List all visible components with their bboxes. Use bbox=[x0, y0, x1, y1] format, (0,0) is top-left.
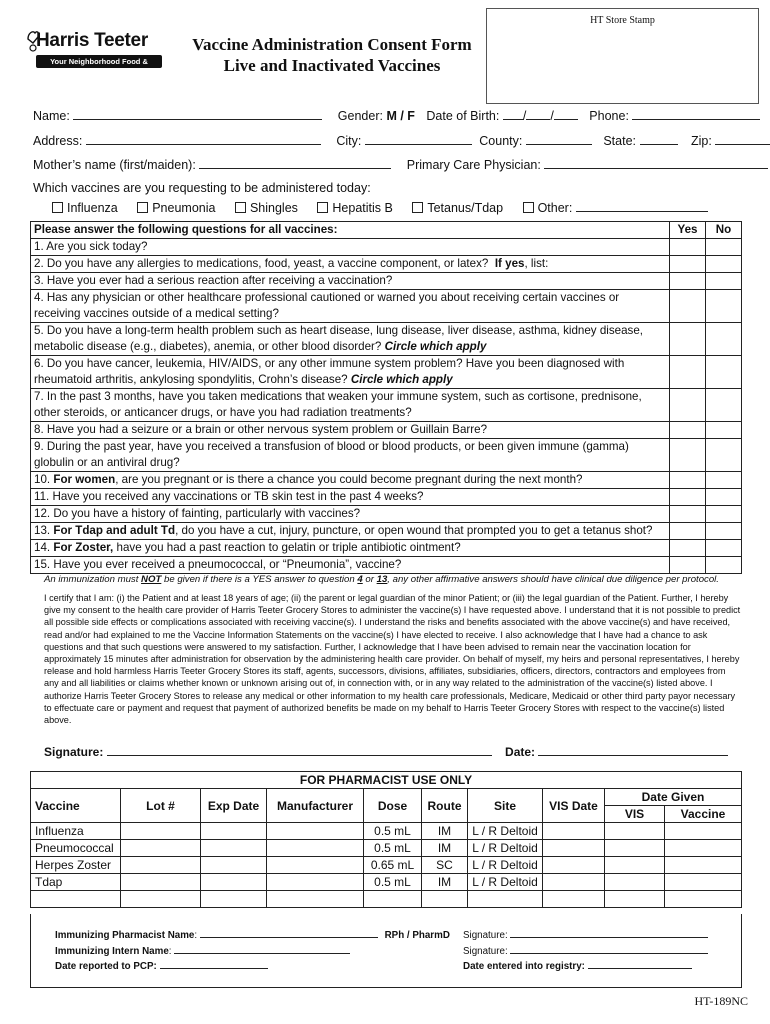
answer-no[interactable] bbox=[706, 472, 742, 489]
store-stamp-label: HT Store Stamp bbox=[590, 15, 655, 26]
vis-date-cell[interactable] bbox=[543, 874, 605, 891]
address-label: Address: bbox=[33, 134, 83, 148]
route-cell: SC bbox=[422, 857, 468, 874]
pharmacist-use-table bbox=[30, 771, 742, 908]
table-row bbox=[31, 290, 742, 323]
store-stamp-box bbox=[486, 8, 759, 104]
checkbox[interactable] bbox=[317, 202, 328, 213]
questions-header: Please answer the following questions for all vaccines: bbox=[31, 222, 670, 239]
form-title-line2: Live and Inactivated Vaccines bbox=[223, 56, 441, 75]
dob-month-field[interactable] bbox=[503, 108, 523, 120]
exp-date-cell[interactable] bbox=[201, 891, 267, 908]
other-vaccine-field[interactable] bbox=[576, 200, 708, 212]
col-exp-date: Exp Date bbox=[201, 789, 267, 823]
col-date-given-vaccine: Vaccine bbox=[665, 806, 742, 823]
manufacturer-cell[interactable] bbox=[267, 840, 364, 857]
answer-yes[interactable] bbox=[670, 489, 706, 506]
table-header-row bbox=[31, 222, 742, 239]
checkbox[interactable] bbox=[235, 202, 246, 213]
exp-date-cell[interactable] bbox=[201, 840, 267, 857]
question-3: 3. Have you ever had a serious reaction after receiving a vaccination? bbox=[31, 273, 670, 290]
dob-day-field[interactable] bbox=[526, 108, 550, 120]
answer-no[interactable] bbox=[706, 489, 742, 506]
gender-label: Gender: bbox=[337, 109, 383, 123]
manufacturer-cell[interactable] bbox=[267, 874, 364, 891]
table-row bbox=[31, 239, 742, 256]
manufacturer-cell[interactable] bbox=[267, 857, 364, 874]
certification-text: I certify that I am: (i) the Patient and at least 18 years of age; (ii) the parent or legal guardian of the minor Patient; or (iii) the legal guardian of the Patient. Further, I hereby give my consent to the health care provider of Harris Teeter Grocery Stores to administer the vaccine(s) I have requested above. I understand that it is not possible to predict all possible side effects or complications associated with receiving vaccine(s). I understand the risks and benefits associated with the above vaccine(s) and have received, read and/or had explained to me the Vaccine Information Statements on the vaccine(s) I have elected to receive. I also acknowledge that I have had a chance to ask questions and that such questions were answered to my satisfaction. Further, I acknowledge that I have been advised to remain near the vaccination location for approximately 15 minutes after administration for observation by the administering health care provider. On behalf of myself, my heirs and personal representatives, I hereby release and hold harmless Harris Teeter Grocery Stores its staff, agents, successors, divisions, affiliates, subsidiaries, officers, directors, contractors and employees from any and all liabilities or claims whether known or unknown arising out of, in connection with, or in any way related to the administration of the vaccine(s) listed above. I authorize Harris Teeter Grocery Stores to release any medical or other information to my health care professionals, Medicare, Medicaid or other third party payor necessary to effectuate care or payment and request that payment of authorized benefits be made on my behalf to Harris Teeter Grocery Stores with respect to the vaccine(s) listed above. bbox=[44, 593, 741, 726]
col-dose: Dose bbox=[364, 789, 422, 823]
site-cell: L / R Deltoid bbox=[468, 874, 543, 891]
option-hepatitis-b[interactable]: Hepatitis B bbox=[317, 201, 392, 215]
dose-cell[interactable] bbox=[364, 891, 422, 908]
date-given-vaccine-cell[interactable] bbox=[665, 823, 742, 840]
checkbox[interactable] bbox=[412, 202, 423, 213]
answer-no[interactable] bbox=[706, 323, 742, 356]
answer-yes[interactable] bbox=[670, 540, 706, 557]
answer-yes[interactable] bbox=[670, 323, 706, 356]
lot-cell[interactable] bbox=[121, 874, 201, 891]
county-label: County: bbox=[479, 134, 523, 148]
mother-name-field[interactable] bbox=[199, 157, 391, 169]
phone-field[interactable] bbox=[632, 108, 760, 120]
registry-field[interactable] bbox=[588, 959, 692, 969]
col-date-given: Date Given bbox=[605, 789, 742, 806]
lot-cell[interactable] bbox=[121, 823, 201, 840]
checkbox[interactable] bbox=[52, 202, 63, 213]
answer-yes[interactable] bbox=[670, 422, 706, 439]
date-given-vaccine-cell[interactable] bbox=[665, 840, 742, 857]
pharmacist-signature-row: Signature: bbox=[463, 928, 708, 941]
vaccine-cell: Pneumococcal bbox=[31, 840, 121, 857]
date-field[interactable] bbox=[538, 744, 728, 756]
date-given-vis-cell[interactable] bbox=[605, 823, 665, 840]
date-given-vis-cell[interactable] bbox=[605, 891, 665, 908]
col-date-given-vis: VIS bbox=[605, 806, 665, 823]
vaccine-cell: Tdap bbox=[31, 874, 121, 891]
answer-no[interactable] bbox=[706, 273, 742, 290]
table-row bbox=[31, 874, 742, 891]
option-tetanus-tdap[interactable]: Tetanus/Tdap bbox=[412, 201, 503, 215]
manufacturer-cell[interactable] bbox=[267, 891, 364, 908]
option-influenza[interactable]: Influenza bbox=[52, 201, 118, 215]
gender-options[interactable]: M / F bbox=[386, 109, 415, 123]
answer-yes[interactable] bbox=[670, 356, 706, 389]
name-field[interactable] bbox=[73, 108, 322, 120]
form-title-line1: Vaccine Administration Consent Form bbox=[192, 35, 472, 54]
mother-name-label: Mother’s name (first/maiden): bbox=[33, 158, 196, 172]
pcp-field[interactable] bbox=[544, 157, 768, 169]
question-1: 1. Are you sick today? bbox=[31, 239, 670, 256]
manufacturer-cell[interactable] bbox=[267, 823, 364, 840]
county-field[interactable] bbox=[526, 133, 592, 145]
site-cell: L / R Deltoid bbox=[468, 857, 543, 874]
immunization-warning: An immunization must NOT be given if there is a YES answer to question 4 or 13, any other affirmative answers should have clinical due diligence per protocol. bbox=[44, 574, 719, 585]
answer-no[interactable] bbox=[706, 506, 742, 523]
date-label: Date: bbox=[505, 745, 536, 759]
state-label: State: bbox=[603, 134, 637, 148]
reported-pcp-field[interactable] bbox=[160, 959, 268, 969]
dose-cell: 0.5 mL bbox=[364, 840, 422, 857]
table-row bbox=[31, 389, 742, 422]
answer-yes[interactable] bbox=[670, 506, 706, 523]
date-given-vaccine-cell[interactable] bbox=[665, 891, 742, 908]
col-vaccine: Vaccine bbox=[31, 789, 121, 823]
vaccine-cell[interactable] bbox=[31, 891, 121, 908]
screening-questions-table bbox=[30, 221, 742, 574]
table-row bbox=[31, 439, 742, 472]
vis-date-cell[interactable] bbox=[543, 840, 605, 857]
site-cell[interactable] bbox=[468, 891, 543, 908]
option-shingles[interactable]: Shingles bbox=[235, 201, 298, 215]
pharmacist-signature-field[interactable] bbox=[510, 928, 708, 938]
zip-label: Zip: bbox=[690, 134, 712, 148]
vis-date-cell[interactable] bbox=[543, 823, 605, 840]
vaccine-request-prompt: Which vaccines are you requesting to be administered today: bbox=[33, 181, 371, 195]
table-row bbox=[31, 422, 742, 439]
answer-yes[interactable] bbox=[670, 290, 706, 323]
col-vis-date: VIS Date bbox=[543, 789, 605, 823]
table-row bbox=[31, 840, 742, 857]
no-header: No bbox=[706, 222, 742, 239]
date-given-vis-cell[interactable] bbox=[605, 874, 665, 891]
name-row: Name: Gender: M / F Date of Birth: / / Phone: bbox=[33, 108, 760, 123]
answer-yes[interactable] bbox=[670, 239, 706, 256]
mother-pcp-row bbox=[33, 157, 768, 172]
table-row bbox=[31, 472, 742, 489]
registry-row: Date entered into registry: bbox=[463, 959, 692, 972]
answer-yes[interactable] bbox=[670, 256, 706, 273]
reported-pcp-row: Date reported to PCP: bbox=[55, 959, 268, 972]
intern-name-row: Immunizing Intern Name: bbox=[55, 944, 350, 957]
city-field[interactable] bbox=[365, 133, 472, 145]
pharmacist-signature-box bbox=[30, 914, 742, 988]
answer-yes[interactable] bbox=[670, 523, 706, 540]
dose-cell: 0.65 mL bbox=[364, 857, 422, 874]
question-6: 6. Do you have cancer, leukemia, HIV/AIDS, or any other immune system problem? Have you been diagnosed with rheumatoid arthritis, ankylosing spondylitis, Crohn’s disease? Circle which apply bbox=[31, 356, 670, 389]
vaccine-cell: Herpes Zoster bbox=[31, 857, 121, 874]
table-header-row bbox=[31, 789, 742, 806]
question-10: 10. For women, are you pregnant or is there a chance you could become pregnant during the next month? bbox=[31, 472, 670, 489]
vaccine-cell: Influenza bbox=[31, 823, 121, 840]
question-15: 15. Have you ever received a pneumococcal, or “Pneumonia”, vaccine? bbox=[31, 557, 670, 574]
site-cell: L / R Deltoid bbox=[468, 840, 543, 857]
col-route: Route bbox=[422, 789, 468, 823]
answer-yes[interactable] bbox=[670, 439, 706, 472]
logo-tagline: Your Neighborhood Food & Pharmacy bbox=[36, 55, 162, 68]
date-given-vis-cell[interactable] bbox=[605, 840, 665, 857]
answer-no[interactable] bbox=[706, 557, 742, 574]
vaccine-options bbox=[52, 200, 724, 215]
table-row bbox=[31, 557, 742, 574]
question-11: 11. Have you received any vaccinations or TB skin test in the past 4 weeks? bbox=[31, 489, 670, 506]
answer-no[interactable] bbox=[706, 356, 742, 389]
route-cell: IM bbox=[422, 840, 468, 857]
rph-label: RPh / PharmD bbox=[384, 930, 450, 941]
answer-no[interactable] bbox=[706, 239, 742, 256]
question-14: 14. For Zoster, have you had a past reaction to gelatin or triple antibiotic ointment? bbox=[31, 540, 670, 557]
col-site: Site bbox=[468, 789, 543, 823]
pcp-label: Primary Care Physician: bbox=[406, 158, 541, 172]
table-header-row bbox=[31, 772, 742, 789]
dose-cell: 0.5 mL bbox=[364, 874, 422, 891]
zip-field[interactable] bbox=[715, 133, 770, 145]
question-13: 13. For Tdap and adult Td, do you have a cut, injury, puncture, or open wound that prompted you to get a tetanus shot? bbox=[31, 523, 670, 540]
option-other[interactable]: Other: bbox=[523, 200, 708, 215]
dose-cell: 0.5 mL bbox=[364, 823, 422, 840]
vis-date-cell[interactable] bbox=[543, 857, 605, 874]
phone-label: Phone: bbox=[589, 109, 629, 123]
logo-name: Harris Teeter bbox=[36, 30, 148, 51]
col-lot: Lot # bbox=[121, 789, 201, 823]
checkbox[interactable] bbox=[137, 202, 148, 213]
answer-no[interactable] bbox=[706, 540, 742, 557]
yes-header: Yes bbox=[670, 222, 706, 239]
lot-cell[interactable] bbox=[121, 891, 201, 908]
form-code: HT-189NC bbox=[694, 994, 748, 1008]
date-given-vaccine-cell[interactable] bbox=[665, 857, 742, 874]
answer-yes[interactable] bbox=[670, 472, 706, 489]
table-row bbox=[31, 857, 742, 874]
exp-date-cell[interactable] bbox=[201, 857, 267, 874]
signature-field[interactable] bbox=[107, 744, 492, 756]
signature-label: Signature: bbox=[44, 745, 104, 759]
question-2: 2. Do you have any allergies to medications, food, yeast, a vaccine component, or latex? If yes, list: bbox=[31, 256, 670, 273]
route-cell: IM bbox=[422, 823, 468, 840]
site-cell: L / R Deltoid bbox=[468, 823, 543, 840]
option-pneumonia[interactable]: Pneumonia bbox=[137, 201, 215, 215]
dob-label: Date of Birth: bbox=[426, 109, 500, 123]
question-8: 8. Have you had a seizure or a brain or other nervous system problem or Guillain Barre? bbox=[31, 422, 670, 439]
question-4: 4. Has any physician or other healthcare professional cautioned or warned you about receiving certain vaccines or receiving vaccines outside of a medical setting? bbox=[31, 290, 670, 323]
address-field[interactable] bbox=[86, 133, 321, 145]
pharmacist-name-row: Immunizing Pharmacist Name: RPh / PharmD bbox=[55, 930, 450, 941]
exp-date-cell[interactable] bbox=[201, 823, 267, 840]
date-given-vaccine-cell[interactable] bbox=[665, 874, 742, 891]
vis-date-cell[interactable] bbox=[543, 891, 605, 908]
route-cell: IM bbox=[422, 874, 468, 891]
lot-cell[interactable] bbox=[121, 857, 201, 874]
table-row bbox=[31, 323, 742, 356]
exp-date-cell[interactable] bbox=[201, 874, 267, 891]
checkbox[interactable] bbox=[523, 202, 534, 213]
state-field[interactable] bbox=[640, 133, 678, 145]
table-row bbox=[31, 506, 742, 523]
answer-yes[interactable] bbox=[670, 273, 706, 290]
address-row bbox=[33, 133, 770, 148]
name-label: Name: bbox=[33, 109, 70, 123]
intern-signature-row: Signature: bbox=[463, 944, 708, 957]
question-12: 12. Do you have a history of fainting, particularly with vaccines? bbox=[31, 506, 670, 523]
answer-no[interactable] bbox=[706, 389, 742, 422]
table-row bbox=[31, 256, 742, 273]
dob-year-field[interactable] bbox=[554, 108, 578, 120]
intern-name-field[interactable] bbox=[174, 944, 350, 954]
table-row bbox=[31, 356, 742, 389]
answer-yes[interactable] bbox=[670, 389, 706, 422]
lot-cell[interactable] bbox=[121, 840, 201, 857]
date-given-vis-cell[interactable] bbox=[605, 857, 665, 874]
route-cell[interactable] bbox=[422, 891, 468, 908]
answer-no[interactable] bbox=[706, 422, 742, 439]
table-row bbox=[31, 540, 742, 557]
form-title bbox=[160, 34, 504, 76]
city-label: City: bbox=[336, 134, 362, 148]
intern-signature-field[interactable] bbox=[510, 944, 708, 954]
answer-no[interactable] bbox=[706, 523, 742, 540]
answer-yes[interactable] bbox=[670, 557, 706, 574]
question-7: 7. In the past 3 months, have you taken medications that weaken your immune system, such as cortisone, prednisone, other steroids, or anticancer drugs, or have you had radiation treatments? bbox=[31, 389, 670, 422]
table-row bbox=[31, 891, 742, 908]
pharmacist-use-title: FOR PHARMACIST USE ONLY bbox=[31, 772, 742, 789]
answer-no[interactable] bbox=[706, 439, 742, 472]
patient-signature-row bbox=[44, 744, 728, 759]
table-row bbox=[31, 523, 742, 540]
answer-no[interactable] bbox=[706, 256, 742, 273]
answer-no[interactable] bbox=[706, 290, 742, 323]
question-9: 9. During the past year, have you received a transfusion of blood or blood products, or been given immune (gamma) globulin or an antiviral drug? bbox=[31, 439, 670, 472]
col-manufacturer: Manufacturer bbox=[267, 789, 364, 823]
table-row bbox=[31, 489, 742, 506]
pharmacist-name-field[interactable] bbox=[200, 928, 378, 938]
question-5: 5. Do you have a long-term health problem such as heart disease, lung disease, liver disease, asthma, kidney disease, metabolic disease (e.g., diabetes), anemia, or other blood disorder? Circle which apply bbox=[31, 323, 670, 356]
table-row bbox=[31, 273, 742, 290]
table-row bbox=[31, 823, 742, 840]
